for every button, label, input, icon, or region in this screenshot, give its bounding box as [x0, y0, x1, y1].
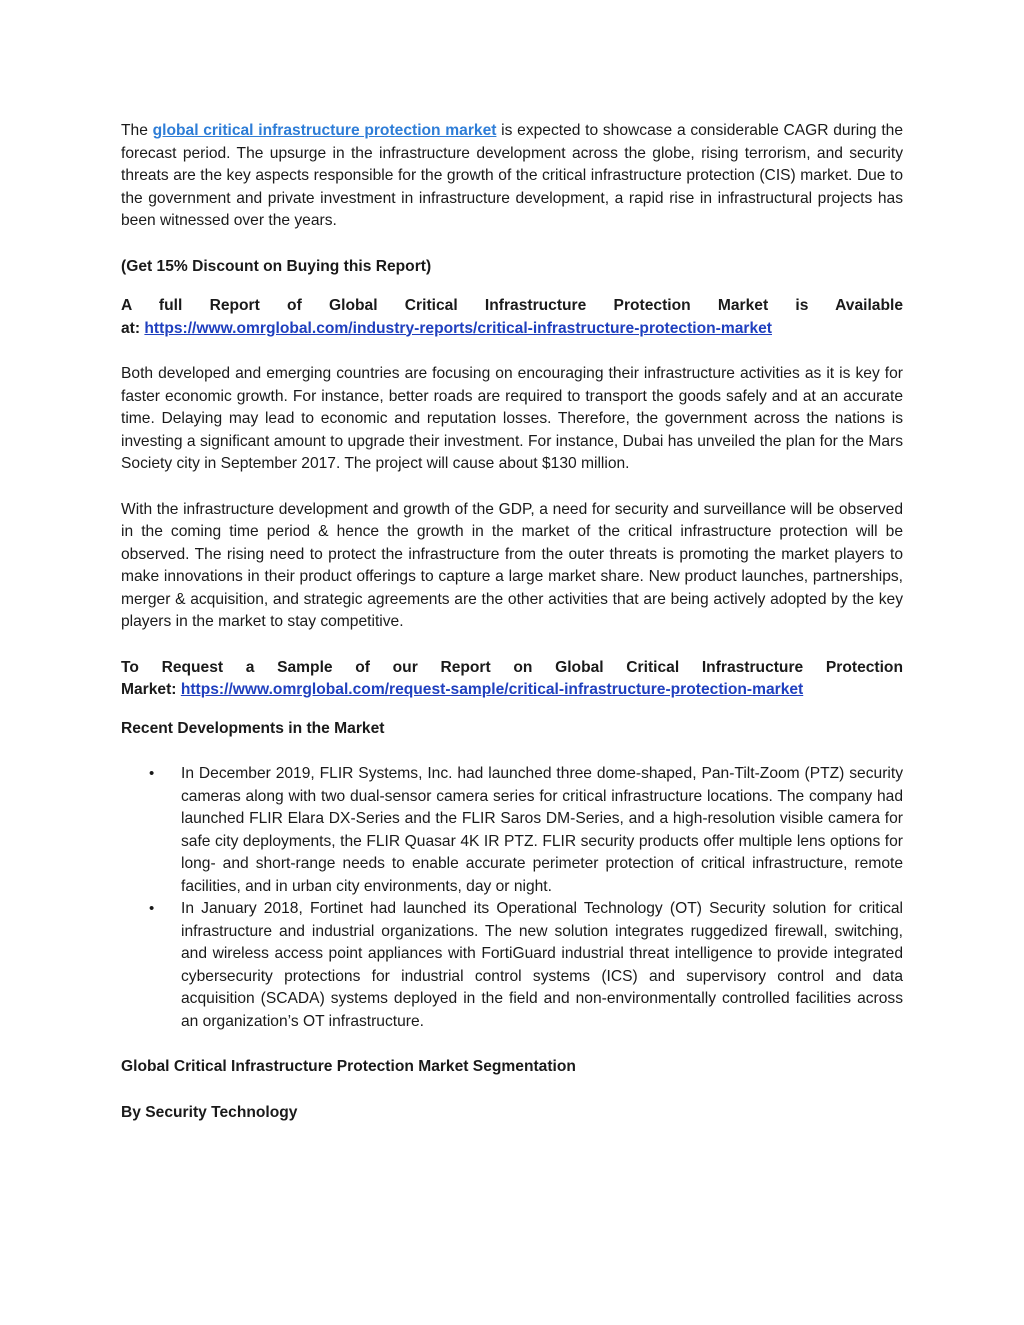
full-report-label: A full Report of Global Critical Infrastructure Protection Market is Available — [121, 297, 903, 314]
security-technology-heading: By Security Technology — [121, 1103, 298, 1121]
full-report-paragraph — [121, 295, 903, 340]
document-page — [121, 120, 903, 1124]
developments-list — [121, 763, 903, 1033]
bullet-icon: • — [149, 765, 155, 782]
request-sample-market: Market: — [121, 681, 177, 698]
paragraph-growth: With the infrastructure development and growth of the GDP, a need for security and surveillance will be observed in the coming time period & hence the growth in the market of the critical infrastructure protection will be observed. The rising need to protect the infrastructure from the outer threats is promoting the market players to make innovations in their product offerings to capture a large market share. New product launches, partnerships, merger & acquisition, and strategic agreements are the other activities that are being actively adopted by the key players in the market to stay competitive. — [121, 500, 903, 630]
recent-developments-heading: Recent Developments in the Market — [121, 719, 385, 737]
intro-paragraph — [121, 120, 903, 233]
request-sample-link[interactable]: https://www.omrglobal.com/request-sample/critical-infrastructure-protection-market — [180, 681, 804, 698]
discount-note: (Get 15% Discount on Buying this Report) — [121, 257, 432, 275]
full-report-at: at: — [121, 319, 141, 337]
list-item-text: In January 2018, Fortinet had launched its Operational Technology (OT) Security solution for critical infrastructure and industrial organizations. The new solution integrates ruggedized firewall, switching, and wireless access point appliances with FortiGuard industrial threat intelligence to provide integrated cybersecurity protections for industrial control systems (ICS) and supervisory control and data acquisition (SCADA) systems deployed in the field and non-environmentally controlled facilities across an organization’s OT infrastructure. — [181, 900, 903, 1030]
list-item-text: In December 2019, FLIR Systems, Inc. had launched three dome-shaped, Pan-Tilt-Zoom (PTZ) security cameras along with two dual-sensor camera series for critical infrastructure locations. The company had launched FLIR Elara DX-Series and the FLIR Saros DM-Series, and a high-resolution visible camera for safe city deployments, the FLIR Quasar 4K IR PTZ. FLIR security products offer multiple lens options for long- and short-range needs to enable accurate perimeter protection of critical infrastructure, remote facilities, and in urban city environments, day or night. — [181, 765, 903, 895]
paragraph-development: Both developed and emerging countries are focusing on encouraging their infrastructure activities as it is key for faster economic growth. For instance, better roads are required to transport the goods safely and at an accurate time. Delaying may lead to economic and reputation losses. Therefore, the government across the nations is investing a significant amount to upgrade their investment. For instance, Dubai has unveiled the plan for the Mars Society city in September 2017. The project will cause about $130 million. — [121, 365, 903, 472]
request-sample-paragraph — [121, 657, 903, 702]
market-link[interactable]: global critical infrastructure protection market — [152, 122, 497, 139]
segmentation-heading: Global Critical Infrastructure Protection Market Segmentation — [121, 1058, 576, 1075]
intro-prefix: The — [121, 122, 148, 139]
request-sample-label: To Request a Sample of our Report on Global Critical Infrastructure Protection — [121, 658, 903, 676]
bullet-icon: • — [149, 900, 155, 917]
intro-text: is expected to showcase a considerable CAGR during the forecast period. The upsurge in the infrastructure development across the globe, rising terrorism, and security threats are the key aspects responsible for the growth of the critical infrastructure protection (CIS) market. Due to the government and private investment in infrastructure development, a rapid rise in infrastructural projects has been witnessed over the years. — [121, 122, 903, 229]
list-item — [121, 898, 903, 1033]
list-item — [121, 763, 903, 898]
full-report-link[interactable]: https://www.omrglobal.com/industry-reports/critical-infrastructure-protection-market — [144, 319, 772, 337]
